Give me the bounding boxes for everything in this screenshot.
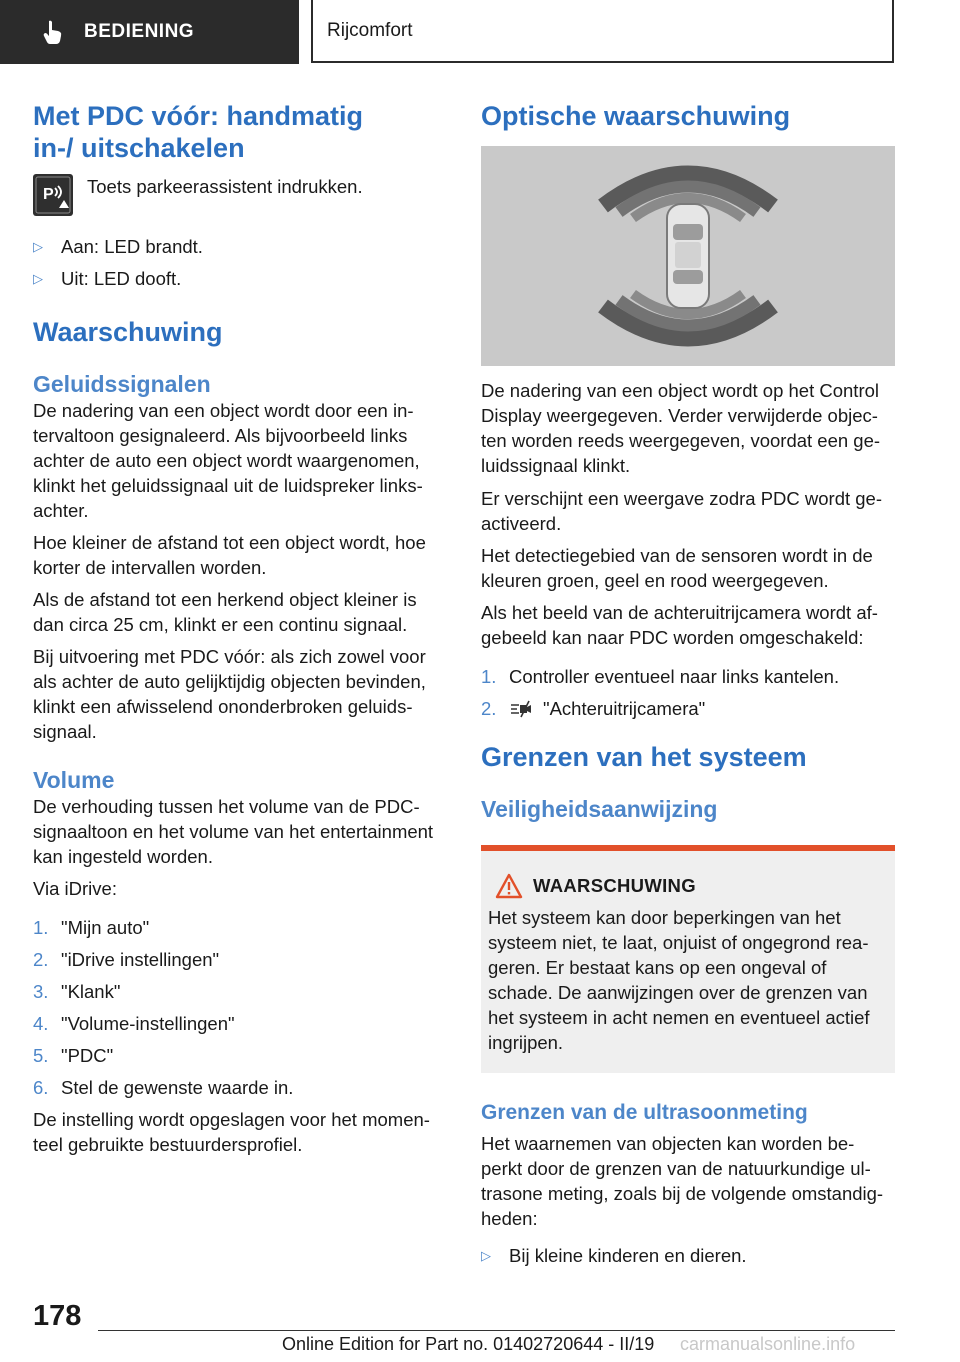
svg-text:P: P bbox=[43, 186, 54, 203]
volume-via: Via iDrive: bbox=[33, 878, 117, 899]
heading-volume: Volume bbox=[33, 767, 115, 793]
volume-paragraph-2: De instelling wordt opgeslagen voor het momen-teel gebruikte bestuurdersprofiel. bbox=[33, 1109, 430, 1155]
hand-pointer-icon bbox=[40, 19, 66, 45]
warning-header bbox=[488, 873, 887, 899]
left-column bbox=[33, 100, 447, 1157]
list-item: 2. "iDrive instellingen" bbox=[33, 949, 220, 970]
list-item: 2. "Achteruitrijcamera" bbox=[481, 698, 706, 719]
page-header bbox=[0, 0, 960, 66]
list-item: 1. Controller eventueel naar links kantelen. bbox=[481, 666, 840, 687]
ultrasound-paragraph: Het waarnemen van objecten kan worden be-perkt door de grenzen van de natuurkundige ul-trasone meting, zoals bij de volgende omstandig-heden: bbox=[481, 1133, 884, 1229]
pdc-display-image bbox=[481, 146, 895, 366]
volume-paragraph-1: De verhouding tussen het volume van de PDC-signaaltoon en het volume van het entertainment kan ingesteld worden. bbox=[33, 796, 434, 867]
edition-text: Online Edition for Part no. 01402720644 - II/19 bbox=[282, 1334, 655, 1354]
sound-paragraph-3: Als de afstand tot een herkend object kleiner is dan circa 25 cm, klinkt er een continu signaal. bbox=[33, 589, 417, 635]
section-label: BEDIENING bbox=[84, 21, 195, 42]
warning-title: WAARSCHUWING bbox=[533, 875, 696, 896]
right-column bbox=[481, 100, 895, 1275]
button-instruction bbox=[33, 174, 447, 216]
list-item: 5. "PDC" bbox=[33, 1045, 114, 1066]
sound-paragraph-2: Hoe kleiner de afstand tot een object wordt, hoe korter de intervallen worden. bbox=[33, 532, 426, 578]
optical-paragraph-2: Er verschijnt een weergave zodra PDC wordt ge-activeerd. bbox=[481, 488, 883, 534]
park-assist-button-icon bbox=[33, 174, 73, 216]
heading-sound-signals: Geluidssignalen bbox=[33, 371, 211, 397]
list-item: 6. Stel de gewenste waarde in. bbox=[33, 1077, 294, 1098]
list-item: ▷ Aan: LED brandt. bbox=[33, 236, 203, 257]
triangle-bullet-icon: ▷ bbox=[33, 271, 43, 286]
ultrasound-list bbox=[481, 1243, 895, 1268]
button-instruction-text: Toets parkeerassistent indrukken. bbox=[87, 176, 363, 197]
list-item: 1. "Mijn auto" bbox=[33, 917, 150, 938]
optical-paragraph-3: Het detectiegebied van de sensoren wordt in de kleuren groen, geel en rood weergegeven. bbox=[481, 545, 873, 591]
idrive-steps bbox=[33, 915, 447, 1100]
heading-safety-note: Veiligheidsaanwijzing bbox=[481, 796, 718, 822]
list-item: 4. "Volume-instellingen" bbox=[33, 1013, 235, 1034]
chapter-title: Rijcomfort bbox=[311, 0, 894, 63]
heading-optical-warning: Optische waarschuwing bbox=[481, 101, 791, 131]
section-tab bbox=[0, 0, 299, 64]
heading-system-limits: Grenzen van het systeem bbox=[481, 742, 807, 772]
sound-paragraph-4: Bij uitvoering met PDC vóór: als zich zowel voor als achter de auto gelijktijdig objecten bevinden, klinkt een afwisselend ononderbroken geluids-signaal. bbox=[33, 646, 426, 742]
warning-text: Het systeem kan door beperkingen van het systeem niet, te laat, onjuist of ongegrond rea-geren. Er bestaat kans op een ongeval of schade. De aanwijzingen over de grenzen van het systeem in acht nemen en eventueel actief ingrijpen. bbox=[488, 907, 870, 1053]
triangle-bullet-icon: ▷ bbox=[481, 1248, 491, 1263]
page-number: 178 bbox=[33, 1300, 82, 1332]
pdc-car-illustration bbox=[481, 146, 895, 366]
optical-paragraph-1: De nadering van een object wordt op het Control Display weergegeven. Verder verwijderde objec-ten worden reeds weergegeven, voordat een ge-luidssignaal klinkt. bbox=[481, 380, 881, 476]
list-item: ▷ Bij kleine kinderen en dieren. bbox=[481, 1245, 747, 1266]
rear-camera-icon bbox=[509, 699, 535, 719]
optical-paragraph-4: Als het beeld van de achteruitrijcamera wordt af-gebeeld kan naar PDC worden omgeschakeld: bbox=[481, 602, 878, 648]
heading-ultrasound-limits: Grenzen van de ultrasoonmeting bbox=[481, 1101, 808, 1124]
heading-pdc-toggle: Met PDC vóór: handmatig in-/ uitschakelen bbox=[33, 101, 364, 163]
heading-warning: Waarschuwing bbox=[33, 317, 223, 347]
camera-steps bbox=[481, 664, 895, 721]
list-item: ▷ Uit: LED dooft. bbox=[33, 268, 182, 289]
sound-paragraph-1: De nadering van een object wordt door een in-tervaltoon gesignaleerd. Als bijvoorbeeld links achter de auto een object wordt waargenomen, klinkt het geluidssignaal uit de luidspreker links-achter. bbox=[33, 400, 423, 521]
warning-triangle-icon bbox=[495, 873, 523, 899]
triangle-bullet-icon: ▷ bbox=[33, 239, 43, 254]
led-list bbox=[33, 234, 447, 291]
warning-box bbox=[481, 845, 895, 1073]
footer-divider bbox=[98, 1330, 895, 1331]
list-item: 3. "Klank" bbox=[33, 981, 121, 1002]
watermark-brand: carmanualsonline.info bbox=[680, 1334, 856, 1354]
